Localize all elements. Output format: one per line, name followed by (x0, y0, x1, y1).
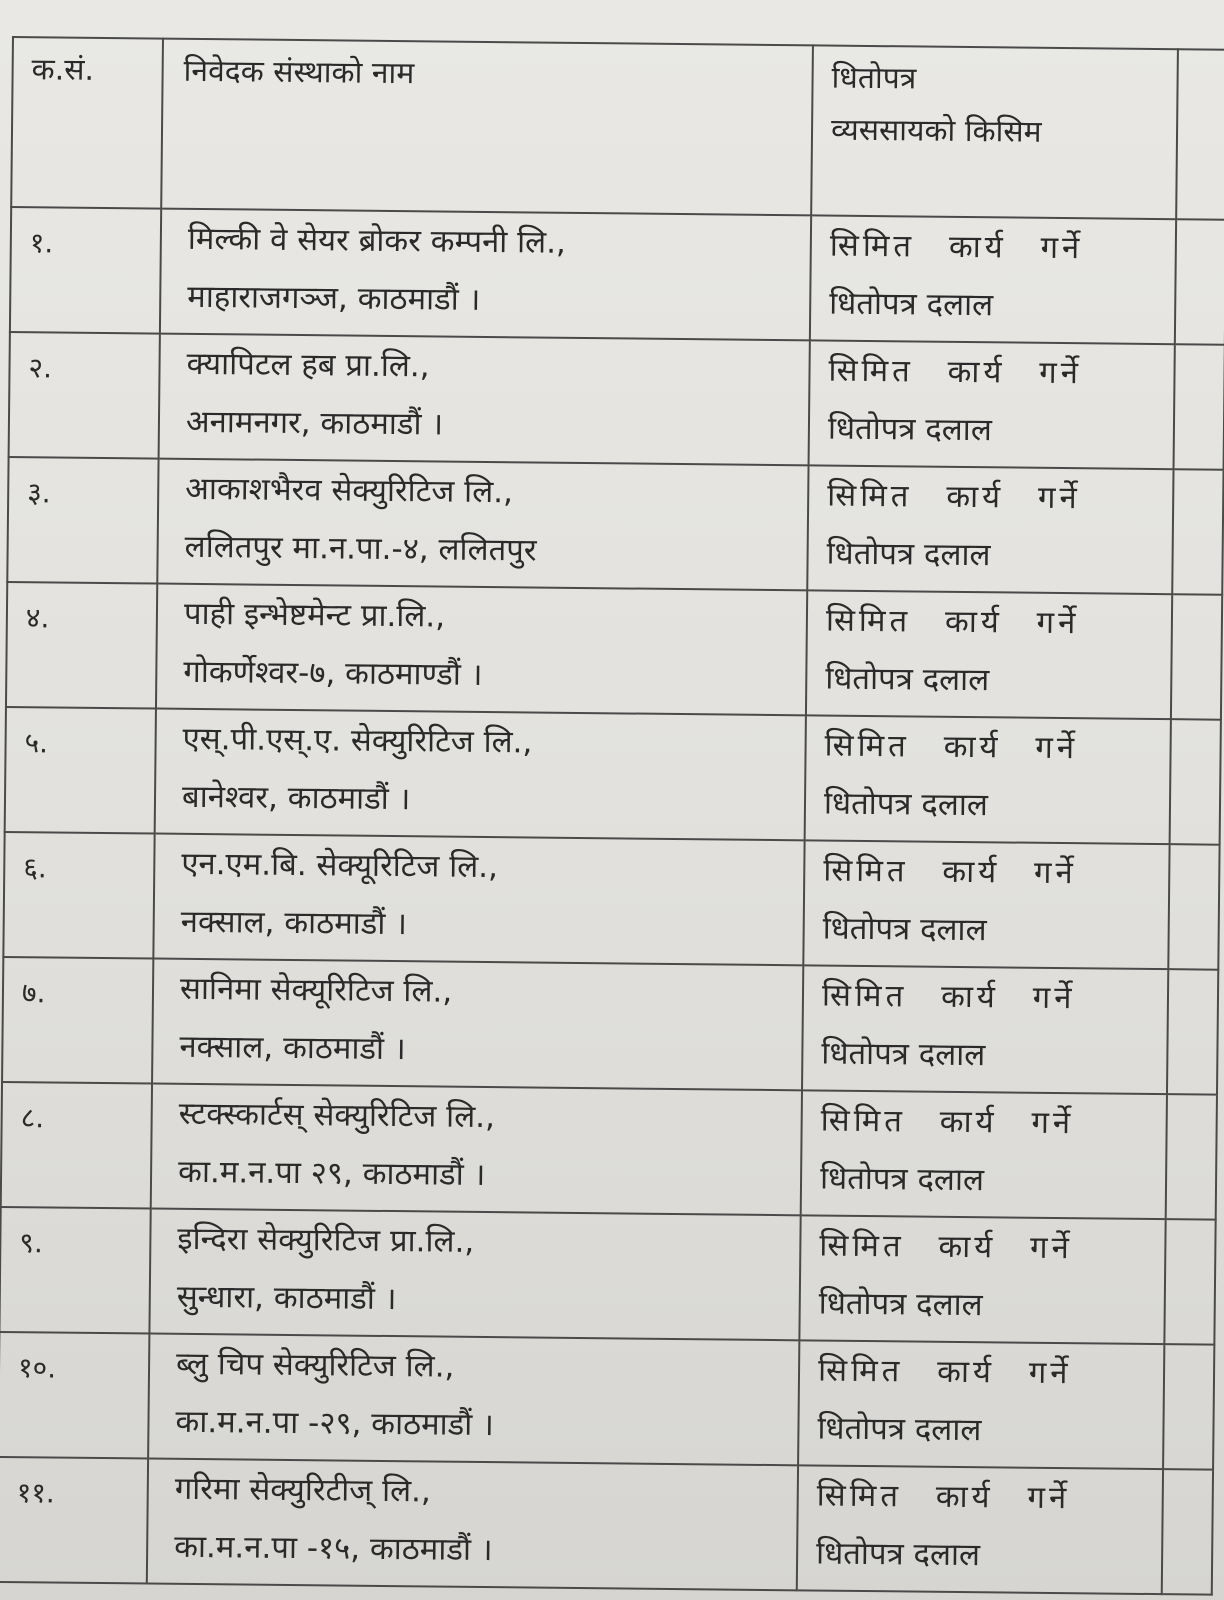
applicant-address: का.म.न.पा -१५, काठमाडौं । (173, 1528, 493, 1569)
applicant-name: इन्दिरा सेक्युरिटिज प्रा.लि., (177, 1220, 475, 1260)
row-serial: ३. (7, 457, 158, 584)
row-business-type (806, 590, 1172, 719)
applicant-address: नक्साल, काठमाडौं । (180, 903, 408, 943)
broker-applicants-table (0, 36, 1224, 1596)
business-type-line1: सिमित कार्य गर्ने (823, 852, 1077, 892)
row-cut-off-cell (1174, 344, 1224, 470)
row-applicant (153, 834, 804, 966)
table-row (7, 457, 1223, 595)
business-type-line1: सिमित कार्य गर्ने (817, 1352, 1072, 1392)
applicant-address: माहाराजगञ्ज, काठमाडौं । (187, 278, 481, 318)
applicant-name: आकाशभैरव सेक्युरिटिज लि., (185, 470, 514, 511)
row-business-type (810, 215, 1176, 344)
row-serial: ८. (1, 1082, 152, 1209)
business-type-line1: सिमित कार्य गर्ने (827, 477, 1081, 517)
row-serial: ६. (3, 832, 154, 959)
row-applicant (155, 709, 806, 841)
business-type-line2: धितोपत्र दलाल (822, 910, 987, 949)
applicant-address: नक्साल, काठमाडौं । (179, 1028, 406, 1068)
row-applicant (159, 334, 810, 466)
applicant-address: गोकर्णेश्वर-७, काठमाण्डौं । (183, 653, 483, 693)
applicant-name: एन.एम.बि. सेक्यूरिटिज लि., (181, 845, 499, 886)
table-row (2, 957, 1218, 1095)
business-type-line2: धितोपत्र दलाल (821, 1035, 986, 1074)
table-row (0, 1332, 1214, 1470)
business-type-line1: सिमित कार्य गर्ने (820, 1102, 1075, 1142)
row-cut-off-cell (1162, 1469, 1213, 1595)
applicant-name: मिल्की वे सेयर ब्रोकर कम्पनी लि., (187, 220, 567, 261)
table-row (3, 832, 1219, 970)
header-business-type (811, 45, 1178, 219)
business-type-line2: धितोपत्र दलाल (818, 1285, 983, 1324)
business-type-line1: सिमित कार्य गर्ने (828, 352, 1083, 392)
row-cut-off-cell (1172, 469, 1223, 595)
row-serial: १०. (0, 1332, 149, 1459)
row-cut-off-cell (1167, 969, 1218, 1095)
header-business-type-line2: व्यससायको किसिम (830, 112, 1042, 150)
row-cut-off-cell (1164, 1219, 1215, 1345)
business-type-line1: सिमित कार्य गर्ने (821, 977, 1076, 1017)
applicant-address: बानेश्वर, काठमाडौं । (181, 778, 411, 818)
applicant-name: पाही इन्भेष्टमेन्ट प्रा.लि., (183, 595, 446, 635)
row-serial: २. (9, 332, 160, 459)
header-cut-off-column (1176, 49, 1224, 220)
table-row (0, 1457, 1213, 1595)
table-row (9, 332, 1224, 470)
row-business-type (805, 715, 1171, 844)
row-cut-off-cell (1170, 719, 1221, 845)
business-type-line2: धितोपत्र दलाल (819, 1160, 985, 1199)
applicant-address: सुन्धारा, काठमाडौं । (176, 1278, 397, 1318)
row-business-type (798, 1340, 1164, 1469)
row-business-type (802, 965, 1168, 1094)
business-type-line1: सिमित कार्य गर्ने (824, 727, 1079, 767)
row-serial: ४. (6, 582, 157, 709)
applicant-name: ब्लु चिप सेक्युरिटिज लि., (175, 1345, 455, 1385)
row-business-type (797, 1465, 1163, 1594)
row-applicant (148, 1334, 799, 1466)
business-type-line2: धितोपत्र दलाल (827, 410, 993, 449)
applicant-name: स्टक्स्कार्टस् सेक्युरिटिज लि., (178, 1095, 496, 1136)
applicant-name: एस्.पी.एस्.ए. सेक्युरिटिज लि., (182, 720, 533, 761)
applicant-name: सानिमा सेक्यूरिटिज लि., (179, 970, 453, 1010)
row-applicant (156, 584, 807, 716)
row-business-type (803, 840, 1169, 969)
row-cut-off-cell (1166, 1094, 1217, 1220)
header-business-type-line1: धितोपत्र (831, 60, 917, 97)
row-applicant (147, 1459, 798, 1591)
business-type-line2: धितोपत्र दलाल (815, 1535, 981, 1574)
business-type-line2: धितोपत्र दलाल (823, 785, 989, 824)
table-row (5, 707, 1221, 845)
row-serial: ११. (0, 1457, 148, 1584)
business-type-line2: धितोपत्र दलाल (817, 1410, 982, 1449)
row-cut-off-cell (1168, 844, 1219, 970)
row-serial: १. (10, 207, 161, 334)
row-serial: ५. (5, 707, 156, 834)
row-cut-off-cell (1171, 594, 1222, 720)
applicant-address: अनामनगर, काठमाडौं । (185, 403, 444, 443)
applicant-name: क्यापिटल हब प्रा.लि., (186, 345, 430, 385)
applicant-address: का.म.न.पा २९, काठमाडौं । (177, 1153, 486, 1194)
row-business-type (801, 1090, 1167, 1219)
row-applicant (157, 459, 808, 591)
row-business-type (807, 465, 1173, 594)
row-cut-off-cell (1163, 1344, 1214, 1470)
applicant-address: का.म.न.पा -२९, काठमाडौं । (175, 1403, 495, 1444)
row-business-type (799, 1215, 1165, 1344)
table-row (0, 1207, 1216, 1345)
business-type-line2: धितोपत्र दलाल (825, 660, 990, 699)
row-serial: ७. (2, 957, 153, 1084)
table-row (1, 1082, 1217, 1220)
table-row (6, 582, 1222, 720)
table-header-row (11, 37, 1224, 220)
row-business-type (809, 340, 1175, 469)
row-applicant (160, 209, 811, 341)
header-serial-number: क.सं. (11, 37, 163, 209)
table-row (10, 207, 1224, 345)
row-cut-off-cell (1175, 219, 1224, 345)
applicant-address: ललितपुर मा.न.पा.-४, ललितपुर (184, 528, 537, 569)
row-applicant (151, 1084, 802, 1216)
business-type-line2: धितोपत्र दलाल (829, 285, 994, 324)
applicant-name: गरिमा सेक्युरिटीज् लि., (174, 1470, 432, 1510)
table-body (0, 207, 1224, 1595)
business-type-line1: सिमित कार्य गर्ने (829, 227, 1084, 267)
row-applicant (152, 959, 803, 1091)
row-serial: ९. (0, 1207, 151, 1334)
business-type-line1: सिमित कार्य गर्ने (825, 602, 1080, 642)
row-applicant (149, 1209, 800, 1341)
business-type-line2: धितोपत्र दलाल (826, 535, 991, 574)
header-applicant-name: निवेदक संस्थाको नाम (161, 39, 813, 216)
business-type-line1: सिमित कार्य गर्ने (816, 1477, 1071, 1517)
business-type-line1: सिमित कार्य गर्ने (819, 1227, 1073, 1267)
